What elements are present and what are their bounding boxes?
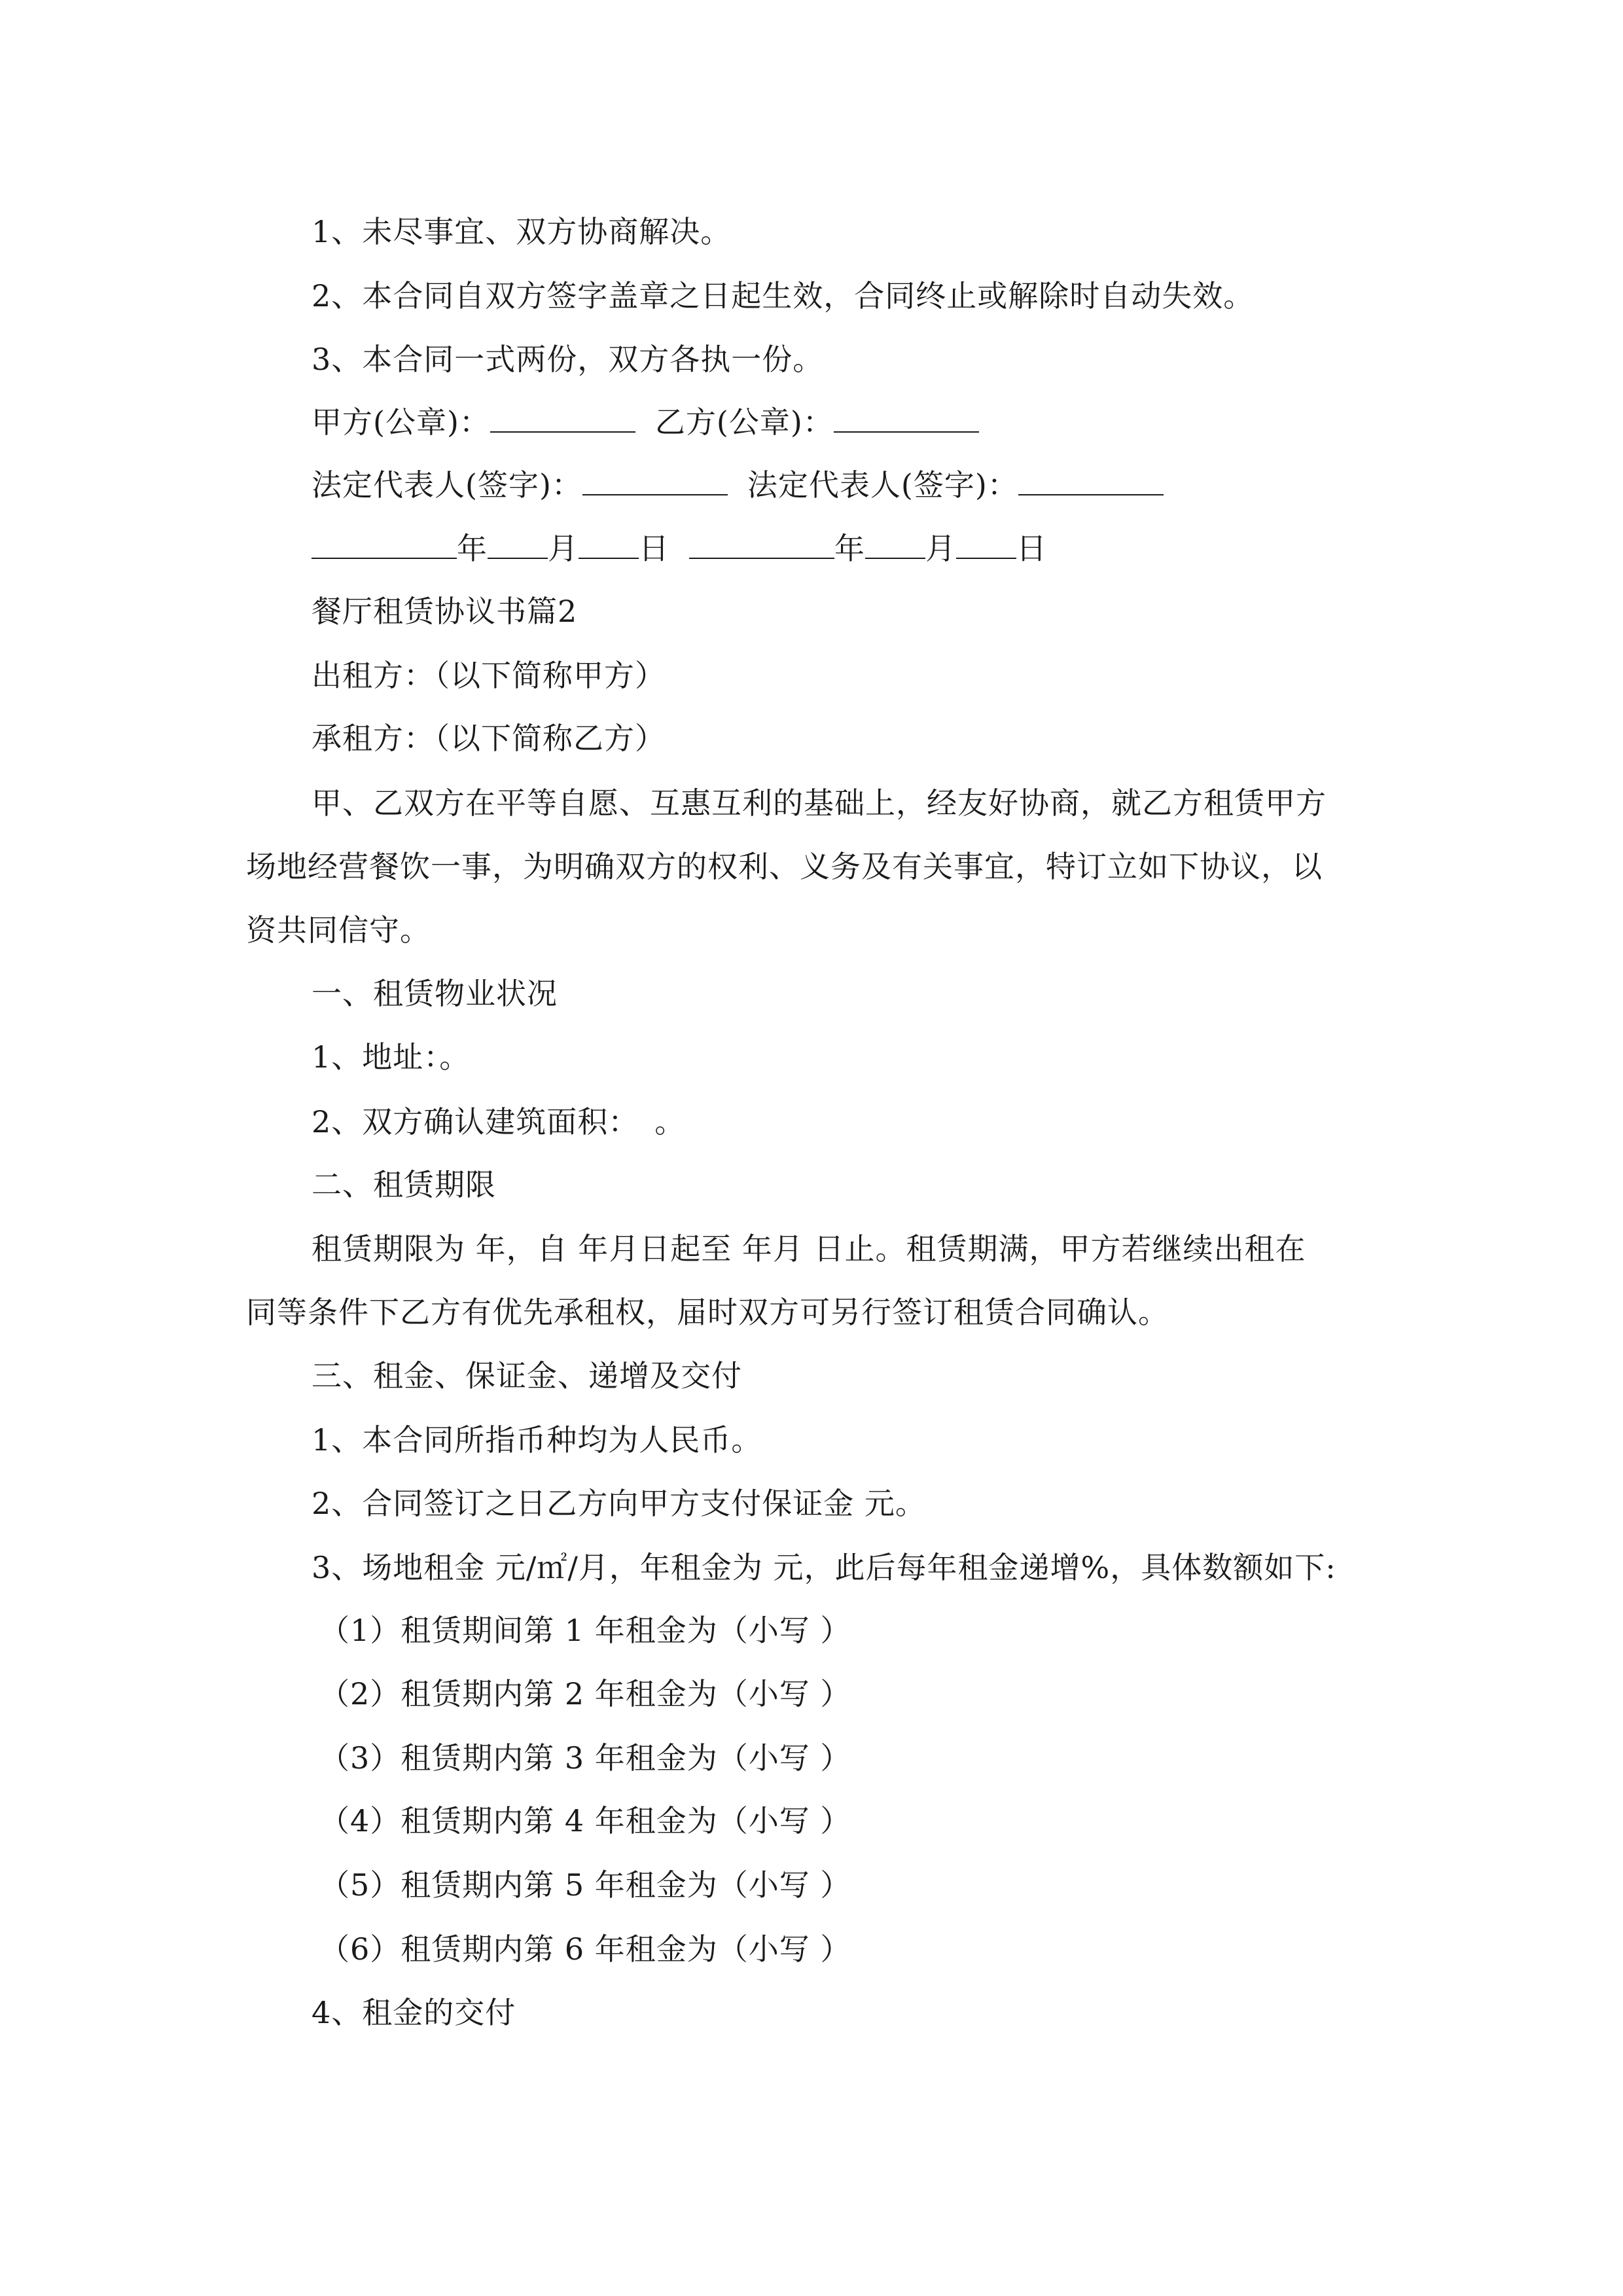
party-a-seal-label: 甲方(公章)：	[312, 404, 490, 440]
rent-year-5: （5）租赁期内第 5 年租金为（小写 ）	[319, 1867, 851, 1903]
date-b-day-label: 日	[1016, 531, 1047, 566]
section-2-title: 二、租赁期限	[312, 1167, 496, 1202]
date-line	[312, 530, 1047, 567]
date-a-year-blank	[312, 531, 457, 559]
party-b-seal-blank	[834, 405, 979, 433]
section-3-item-4: 4、租金的交付	[312, 1995, 516, 2030]
rent-year-4: （4）租赁期内第 4 年租金为（小写 ）	[319, 1803, 851, 1839]
lessor-line: 出租方：（以下简称甲方）	[312, 658, 666, 693]
article-title: 餐厅租赁协议书篇2	[312, 594, 578, 629]
intro-line-1: 甲、乙双方在平等自愿、互惠互利的基础上，经友好协商，就乙方租赁甲方	[312, 785, 1327, 821]
date-b-day-blank	[956, 531, 1016, 559]
date-b-month-label: 月	[925, 531, 956, 566]
section-1-item-2: 2、双方确认建筑面积： 。	[312, 1104, 686, 1139]
rent-year-1: （1）租赁期间第 1 年租金为（小写 ）	[319, 1613, 851, 1648]
rent-year-3: （3）租赁期内第 3 年租金为（小写 ）	[319, 1740, 851, 1776]
date-b-year-blank	[689, 531, 834, 559]
rent-year-2: （2）租赁期内第 2 年租金为（小写 ）	[319, 1676, 851, 1712]
rent-year-6: （6）租赁期内第 6 年租金为（小写 ）	[319, 1931, 851, 1967]
section-3-title: 三、租金、保证金、递增及交付	[312, 1358, 742, 1393]
seal-line	[312, 404, 979, 440]
party-b-seal-label: 乙方(公章)：	[654, 404, 834, 440]
clause-item-1: 1、未尽事宜、双方协商解决。	[312, 214, 732, 249]
date-a-day-blank	[579, 531, 639, 559]
section-3-item-3: 3、场地租金 元/㎡/月，年租金为 元，此后每年租金递增%，具体数额如下:	[312, 1550, 1336, 1585]
intro-line-3: 资共同信守。	[246, 912, 431, 948]
legal-rep-a-label: 法定代表人(签字)：	[312, 467, 582, 503]
section-3-item-1: 1、本合同所指币种均为人民币。	[312, 1422, 762, 1458]
clause-item-2: 2、本合同自双方签字盖章之日起生效，合同终止或解除时自动失效。	[312, 278, 1255, 314]
date-b-year-label: 年	[834, 531, 865, 566]
date-b-month-blank	[865, 531, 925, 559]
lessee-line: 承租方：（以下简称乙方）	[312, 721, 666, 756]
party-a-seal-blank	[490, 405, 635, 433]
date-a-day-label: 日	[639, 531, 669, 566]
section-3-item-2: 2、合同签订之日乙方向甲方支付保证金 元。	[312, 1486, 926, 1521]
legal-rep-b-label: 法定代表人(签字)：	[747, 467, 1018, 503]
section-1-title: 一、租赁物业状况	[312, 976, 558, 1011]
clause-item-3: 3、本合同一式两份，双方各执一份。	[312, 342, 824, 377]
intro-line-2: 场地经营餐饮一事，为明确双方的权利、义务及有关事宜，特订立如下协议，以	[246, 849, 1323, 884]
legal-rep-a-blank	[582, 468, 728, 495]
date-a-month-label: 月	[548, 531, 579, 566]
section-1-item-1: 1、地址：。	[312, 1039, 471, 1075]
date-a-month-blank	[488, 531, 548, 559]
date-a-year-label: 年	[457, 531, 488, 566]
legal-rep-line	[312, 467, 1164, 503]
section-2-line-1: 租赁期限为 年，自 年月日起至 年月 日止。租赁期满，甲方若继续出租在	[312, 1231, 1306, 1266]
legal-rep-b-blank	[1018, 468, 1164, 495]
section-2-line-2: 同等条件下乙方有优先承租权，届时双方可另行签订租赁合同确认。	[246, 1295, 1169, 1330]
